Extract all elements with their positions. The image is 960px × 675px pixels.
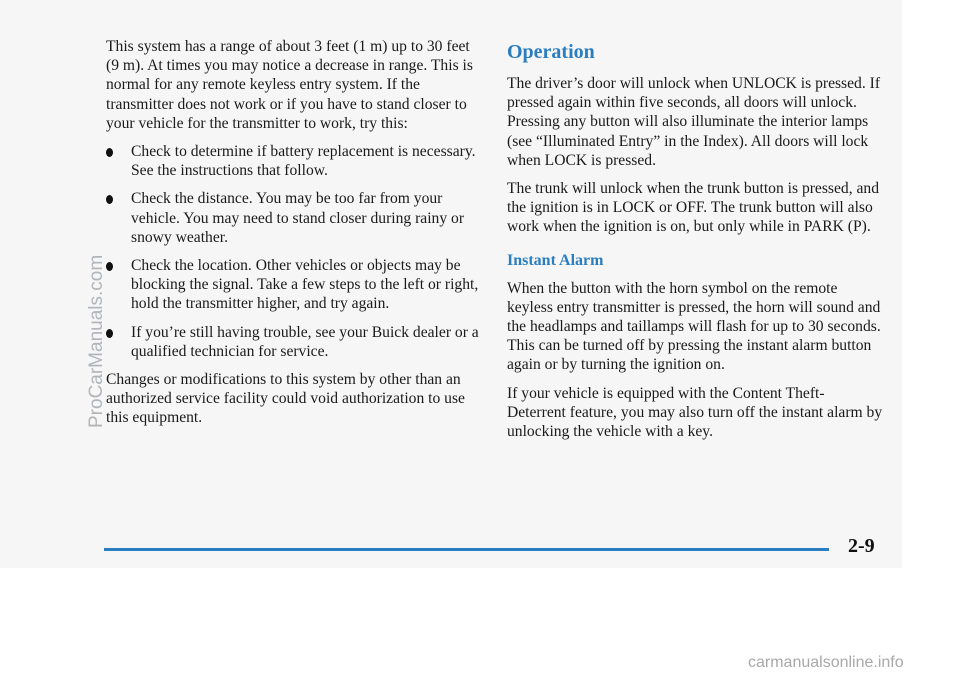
list-item-text: If you’re still having trouble, see your Buick dealer or a qualified technician for service. bbox=[131, 323, 479, 360]
range-intro-paragraph: This system has a range of about 3 feet (1 m) up to 30 feet (9 m). At times you may notice a decrease in range. This is normal for any remote keyless entry system. If the transmitter does not work or if you have to stand closer to your vehicle for the transmitter to work, try this: bbox=[106, 38, 473, 132]
list-item bbox=[106, 189, 482, 247]
bottom-watermark: carmanualsonline.info bbox=[748, 654, 904, 671]
list-item bbox=[106, 256, 482, 314]
operation-heading: Operation bbox=[507, 41, 595, 63]
list-item-text: Check the location. Other vehicles or objects may be blocking the signal. Take a few steps to the left or right, hold the transmitter higher, and try again. bbox=[131, 257, 479, 313]
modifications-warning-paragraph: Changes or modifications to this system by other than an authorized service facility could void authorization to use this equipment. bbox=[106, 371, 465, 427]
troubleshooting-list bbox=[106, 142, 482, 361]
trunk-paragraph: The trunk will unlock when the trunk button is pressed, and the ignition is in LOCK or OFF. The trunk button will also work when the ignition is on, but only while in PARK (P). bbox=[507, 180, 880, 236]
footer-rule bbox=[104, 548, 829, 551]
instant-alarm-heading: Instant Alarm bbox=[507, 251, 604, 269]
bullet-icon bbox=[106, 148, 113, 157]
instant-alarm-paragraph: When the button with the horn symbol on the remote keyless entry transmitter is pressed, the horn will sound and the headlamps and taillamps will flash for up to 30 seconds. This can be turned off by pressing the instant alarm button again or by turning the ignition on. bbox=[507, 279, 881, 374]
list-item bbox=[106, 323, 482, 361]
list-item bbox=[106, 142, 482, 180]
theft-deterrent-paragraph: If your vehicle is equipped with the Content Theft-Deterrent feature, you may also turn off the instant alarm by unlocking the vehicle with a key. bbox=[507, 384, 883, 441]
page-number: 2-9 bbox=[848, 535, 875, 557]
list-item-text: Check to determine if battery replacement is necessary. See the instructions that follow. bbox=[131, 143, 476, 180]
list-item-text: Check the distance. You may be too far from your vehicle. You may need to stand closer during rainy or snowy weather. bbox=[131, 190, 465, 246]
right-column bbox=[507, 40, 883, 450]
bullet-icon bbox=[106, 195, 113, 204]
left-column bbox=[106, 37, 482, 437]
unlock-paragraph: The driver’s door will unlock when UNLOCK is pressed. If pressed again within five seconds, all doors will unlock. Pressing any button will also illuminate the interior lamps (see “Illuminated Entry” in the Index). All doors will lock when LOCK is pressed. bbox=[507, 75, 881, 169]
side-watermark: ProCarManuals.com bbox=[86, 254, 107, 428]
